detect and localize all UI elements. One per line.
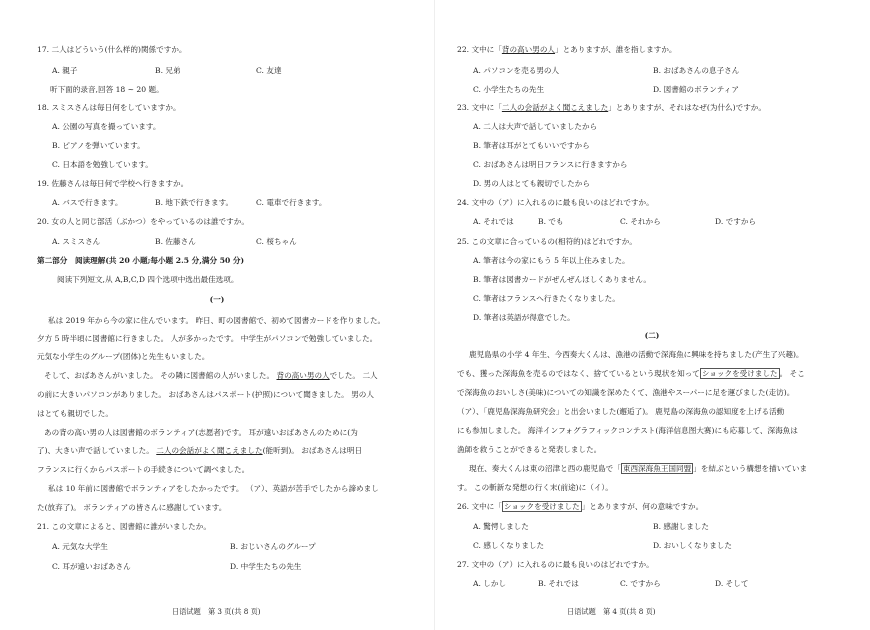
text-run: B. おじいさんのグループ <box>230 542 316 551</box>
text-run: 24. 文中の（ア）に入れるのに最も良いのはどれですか。 <box>457 198 654 207</box>
text-line <box>48 316 385 326</box>
text-run: B. 筆者は図書カードがぜんぜんほしくありません。 <box>473 275 651 284</box>
text-run: A. それでは <box>473 217 514 226</box>
text-line <box>37 352 209 362</box>
text-line <box>37 522 211 532</box>
text-line <box>457 369 805 379</box>
text-run: 」を結ぶという構想を描いていま <box>693 464 808 473</box>
text-line <box>457 445 601 455</box>
text-run: A. 公園の写真を撮っています。 <box>52 122 161 131</box>
text-run: C. 耳が遠いおばあさん <box>52 562 131 571</box>
text-line <box>52 542 316 552</box>
text-line <box>457 198 654 208</box>
text-run: B. ピアノを弾いています。 <box>52 141 145 150</box>
text-run: (二) <box>644 331 660 340</box>
exam-page-right <box>435 0 870 630</box>
text-run: C. ですから <box>620 579 661 588</box>
text-run: 」とありますが、誰を指しますか。 <box>555 45 677 54</box>
text-line <box>457 331 847 341</box>
text-run: 阅读下列短文,从 A,B,C,D 四个选项中选出最佳选项。 <box>57 275 239 284</box>
text-run: C. おばあさんは明日フランスに行きますから <box>473 160 628 169</box>
text-run: D. おいしくなりました <box>653 541 732 550</box>
text-run: D. そして <box>715 579 749 588</box>
page-footer: 日语试题 第 4 页(共 8 页) <box>567 607 656 616</box>
text-line <box>473 541 732 551</box>
text-line <box>57 275 238 285</box>
text-run: 23. 文中に「 <box>457 103 502 112</box>
text-line <box>457 388 794 398</box>
text-run: (一) <box>209 295 225 304</box>
text-line <box>473 179 590 189</box>
page-footer: 日语试题 第 3 页(共 8 页) <box>172 607 261 616</box>
text-line <box>473 256 630 266</box>
text-run: A. 元気な大学生 <box>52 542 108 551</box>
boxed-phrase: ショックを受けました <box>503 502 580 511</box>
text-run: A. 二人は大声で話していましたから <box>473 122 598 131</box>
text-line <box>52 237 297 247</box>
text-run: 」とありますが、何の意味ですか。 <box>581 502 704 511</box>
text-line <box>457 426 798 436</box>
text-run: B. おばあさんの息子さん <box>653 66 740 75</box>
text-line <box>48 484 379 494</box>
text-line <box>473 141 590 151</box>
text-line <box>52 198 327 208</box>
text-run: でも、獲った深海魚を売るのではなく、捨てているという現状を知って <box>457 369 700 378</box>
text-line <box>473 66 740 76</box>
text-run: A. 親子 <box>52 66 78 75</box>
text-line <box>52 66 282 76</box>
text-run: 現在、奏大くんは東の沼津と西の鹿児島で「 <box>469 464 621 473</box>
text-line <box>37 179 188 189</box>
text-run: 20. 女の人と同じ部活（ぶかつ）をやっているのは誰ですか。 <box>37 217 249 226</box>
text-run: 漁師を救うことができると発表しました。 <box>457 445 602 454</box>
text-run: B. でも <box>538 217 564 226</box>
text-run: 第二部分 阅读理解(共 20 小题;每小题 2.5 分,满分 50 分) <box>37 256 245 265</box>
text-run: はとても親切でした。 <box>37 409 113 418</box>
text-run: そして、おばあさんがいました。 その隣に図書館の人がいました。 <box>44 371 277 380</box>
text-run: A. 筆者は今の家にもう 5 年以上住みました。 <box>473 256 630 265</box>
text-run: B. 筆者は耳がとてもいいですから <box>473 141 590 150</box>
text-line <box>457 45 677 55</box>
text-run: C. 友達 <box>256 66 282 75</box>
underlined-phrase: 二人の会話がよく聞こえました <box>501 103 609 112</box>
text-run: A. パソコンを売る男の人 <box>473 66 560 75</box>
text-line <box>457 483 613 493</box>
text-run: 了)、大きい声で話していました。 <box>37 446 157 455</box>
text-line <box>473 313 575 323</box>
text-line <box>44 428 358 438</box>
text-line <box>37 256 244 266</box>
underlined-phrase: 背の高い男の人 <box>501 45 556 54</box>
text-run: で深海魚のおいしさ(美味)についての知識を深めたくて、漁港やスーパーに足を運びました(走访)。 <box>457 388 795 397</box>
text-run: D. 中学生たちの先生 <box>230 562 302 571</box>
text-run: A. 驚愕しました <box>473 522 529 531</box>
text-run: C. 日本語を勉強しています。 <box>52 160 153 169</box>
text-run: フランスに行くからパスポートの手続きについて調べました。 <box>37 465 250 474</box>
text-run: 21. この文章によると、図書館に誰がいましたか。 <box>37 522 211 531</box>
text-line <box>473 122 597 132</box>
text-line <box>37 217 249 227</box>
text-line <box>52 122 160 132</box>
underlined-phrase: 二人の会話がよく聞こえました <box>156 446 263 455</box>
text-line <box>37 409 113 419</box>
text-line <box>44 371 378 381</box>
text-run: 」とありますが、それはなぜ(为什么)ですか。 <box>608 103 766 112</box>
text-run: 25. この文章に合っているの(相符的)はどれですか。 <box>457 237 637 246</box>
text-run: でした。 二人 <box>329 371 378 380</box>
text-run: (能听到)。 おばあさんは明日 <box>262 446 363 455</box>
text-line <box>37 103 181 113</box>
text-line <box>473 294 620 304</box>
text-run: D. 筆者は英語が得意でした。 <box>473 313 575 322</box>
text-line <box>37 295 397 305</box>
text-run: 19. 佐藤さんは毎日何で学校へ行きますか。 <box>37 179 189 188</box>
text-run: B. 佐藤さん <box>155 237 196 246</box>
text-run: 听下面的录音,回答 18 ~ 20 题。 <box>50 85 164 94</box>
text-line <box>457 560 654 570</box>
text-run: 17. 二人はどういう(什么样的)関係ですか。 <box>37 45 187 54</box>
text-run: C. 電車で行きます。 <box>256 198 327 207</box>
text-line <box>37 503 226 513</box>
text-run: 私は 10 年前に図書館でボランティアをしたかったです。 （ア）、英語が苦手でしたから諦めまし <box>48 484 379 493</box>
text-line <box>469 464 807 474</box>
text-line <box>473 522 709 532</box>
text-run: A. しかし <box>473 579 507 588</box>
text-line <box>50 85 164 95</box>
text-line <box>457 502 703 512</box>
text-run: C. 小学生たちの先生 <box>473 85 545 94</box>
text-line <box>457 237 637 247</box>
text-run: B. それでは <box>538 579 579 588</box>
text-line <box>473 85 739 95</box>
text-run: 私は 2019 年から今の家に住んでいます。 昨日、町の図書館で、初めて図書カードを作りました。 <box>48 316 386 325</box>
text-run: D. 図書館のボランティア <box>653 85 739 94</box>
text-line <box>37 465 249 475</box>
text-run: C. それから <box>620 217 661 226</box>
text-run: B. 兄弟 <box>155 66 181 75</box>
text-line <box>457 103 766 113</box>
text-line <box>473 160 627 170</box>
text-line <box>457 407 784 417</box>
text-run: D. 男の人はとても親切でしたから <box>473 179 590 188</box>
text-run: 18. スミスさんは毎日何をしていますか。 <box>37 103 181 112</box>
text-line <box>37 446 362 456</box>
text-run: 26. 文中に「 <box>457 502 502 511</box>
text-line <box>473 275 651 285</box>
text-run: 元気な小学生のグループ(团体)と先生もいました。 <box>37 352 210 361</box>
text-run: 鹿児島県の小学 4 年生、今西奏大くんは、漁港の活動で深海魚に興味を持ちました(产生了兴趣)。 <box>469 350 804 359</box>
boxed-phrase: ショックを受けました <box>701 369 778 378</box>
text-run: C. 感しくなりました <box>473 541 545 550</box>
text-run: あの背の高い男の人は図書館のボランティア(志愿者)です。 耳が遠いおばあさんのために(为 <box>44 428 358 437</box>
text-run: （ア）、「鹿児島深海魚研究会」と出会いました(邂逅了)。 鹿児島の深海魚の認知度を上げる活動 <box>457 407 785 416</box>
text-run: B. 感謝しました <box>653 522 709 531</box>
text-run: す。 この斬新な発想の行く末(前途)に（イ）。 <box>457 483 613 492</box>
text-line <box>37 390 374 400</box>
text-run: D. ですから <box>715 217 757 226</box>
text-line <box>52 160 153 170</box>
text-line <box>37 334 377 344</box>
text-run: A. スミスさん <box>52 237 101 246</box>
boxed-phrase: 東西深海魚王国同盟 <box>622 464 692 473</box>
text-run: B. 地下鉄で行きます。 <box>155 198 234 207</box>
text-line <box>473 579 749 589</box>
text-run: 22. 文中に「 <box>457 45 502 54</box>
text-line <box>52 562 302 572</box>
text-run: 。 そこ <box>779 369 805 378</box>
underlined-phrase: 背の高い男の人 <box>276 371 330 380</box>
text-run: A. バスで行きます。 <box>52 198 123 207</box>
text-line <box>473 217 757 227</box>
text-line <box>37 45 187 55</box>
text-run: 夕方 5 時半頃に図書館に行きました。 人が多かったです。 中学生がパソコンで勉強していました。 <box>37 334 378 343</box>
text-line <box>52 141 145 151</box>
text-run: の前に大きいパソコンがありました。 おばあさんはパスポート(护照)について聞きました。 男の人 <box>37 390 374 399</box>
text-run: 27. 文中の（ア）に入れるのに最も良いのはどれですか。 <box>457 560 654 569</box>
text-run: た(放弃了)。 ボランティアの皆さんに感謝しています。 <box>37 503 227 512</box>
text-line <box>469 350 804 360</box>
text-run: C. 桜ちゃん <box>256 237 297 246</box>
text-run: にも参加しました。 海洋インフォグラフィックコンテスト(海洋信息图大赛)にも応募して、深海魚は <box>457 426 798 435</box>
text-run: C. 筆者はフランスへ行きたくなりました。 <box>473 294 620 303</box>
